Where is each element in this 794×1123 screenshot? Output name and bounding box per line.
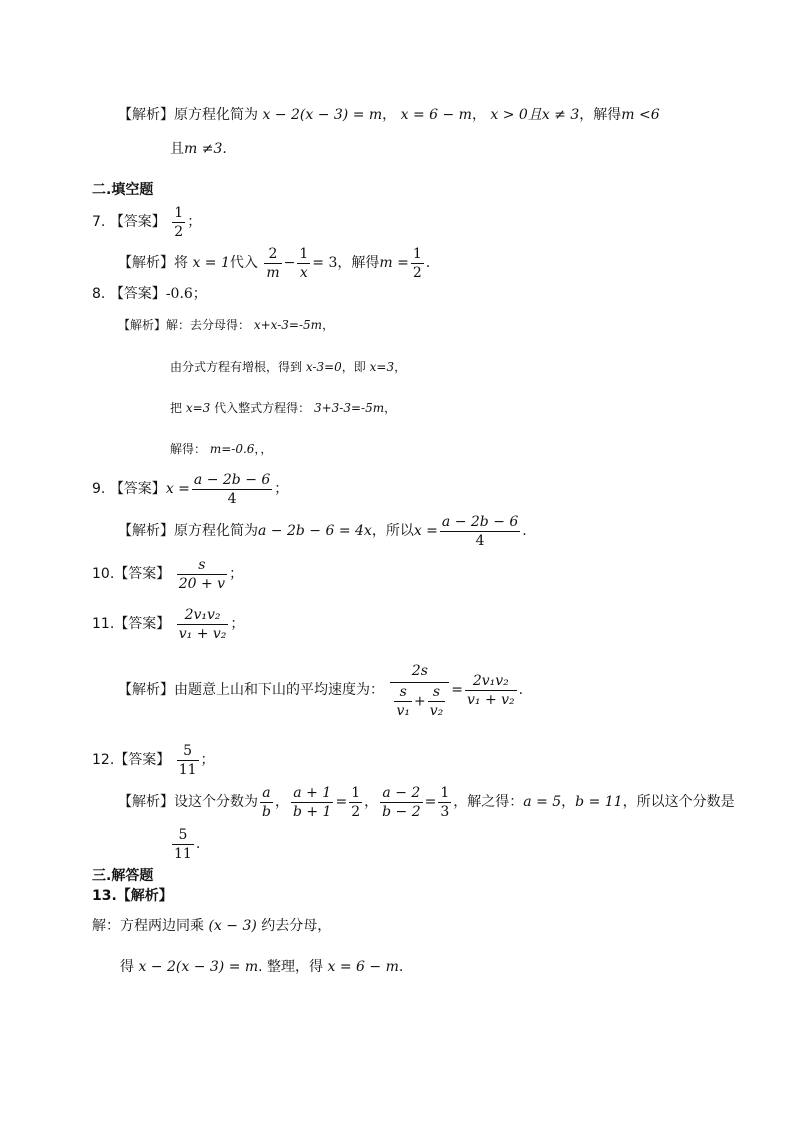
answer-label: 【答案】 <box>114 566 171 582</box>
explanation-label: 【解析】 <box>118 255 174 271</box>
answer-label: 【答案】 <box>109 286 166 302</box>
q13-l2e: . <box>398 959 404 975</box>
q12-res-n: 5 <box>172 826 194 845</box>
q6-line2a: 且 <box>170 141 184 157</box>
q11-answer-fraction <box>177 606 229 643</box>
q8-l4c: ，， <box>254 442 273 456</box>
q8-l3d: 3+3-3=-5m <box>313 401 385 415</box>
q11-ans-den: v₁ + v₂ <box>178 625 227 642</box>
q8-l2d: x=3 <box>369 360 395 374</box>
q8-l1b: x+x-3=-5m <box>253 318 323 332</box>
q12-ans-tail: ； <box>200 752 215 768</box>
q12-t3: ，所以这个分数是 <box>622 794 735 810</box>
q11-s1d: v₁ <box>396 703 410 719</box>
q12-e2: b = 11 <box>575 794 623 810</box>
q9-e2: x = <box>413 523 438 539</box>
q11-ans-num: 2v₁v₂ <box>177 606 229 625</box>
q11-big-den <box>390 683 449 720</box>
answer-label: 【答案】 <box>114 616 171 632</box>
q12-fb-d: b + 1 <box>292 803 332 820</box>
q7-ans-tail: ； <box>187 214 202 230</box>
q7-f1n: 2 <box>264 245 281 264</box>
q9-t1: 原方程化简为 <box>174 523 258 539</box>
q7-f2n: 1 <box>299 245 309 262</box>
q7-frac3 <box>411 245 424 282</box>
section-solve: 三.解答题 <box>92 868 154 884</box>
q6-eq2: x = 6 − m <box>400 107 472 123</box>
q6-sep1: ， <box>382 107 397 123</box>
q6-explanation-line1 <box>118 105 660 125</box>
q9-fraction <box>440 513 520 550</box>
q12-frac-a <box>260 784 273 821</box>
q12-fd-d: b − 2 <box>382 803 421 820</box>
q11-explanation <box>118 660 523 720</box>
q8-l3a: 把 <box>170 401 183 415</box>
q13-header: 13.【解析】 <box>92 888 173 904</box>
explanation-label: 【解析】 <box>118 523 174 539</box>
q12-frac-e <box>438 784 451 821</box>
section-fill-in: 二.填空题 <box>92 182 154 198</box>
q12-number: 12. <box>92 752 115 768</box>
q12-result-fraction <box>172 826 194 863</box>
q8-explanation-line3 <box>170 398 396 418</box>
explanation-label: 【解析】 <box>118 682 174 698</box>
q9-ans-den: 4 <box>227 490 237 507</box>
q9-ans-num: a − 2b − 6 <box>193 471 271 488</box>
q7-answer-fraction <box>172 204 185 241</box>
q7-ans-den: 2 <box>174 223 184 240</box>
q9-f-den: 4 <box>475 532 485 549</box>
q12-t2: ，解之得： <box>453 794 524 810</box>
q7-t3: ，解得 <box>337 255 380 271</box>
q11-rhs-num: 2v₁v₂ <box>465 672 517 691</box>
q7-t2: 代入 <box>229 255 258 271</box>
q7-f1d: m <box>266 264 280 281</box>
q13-l2a: 得 <box>120 959 134 975</box>
q12-t1: 设这个分数为 <box>174 794 258 810</box>
q7-e2: = 3 <box>312 255 338 271</box>
q7-dot: . <box>425 255 431 271</box>
q8-l2a: 由分式方程有增根，得到 <box>170 360 303 374</box>
q7-frac2 <box>297 245 310 282</box>
q7-number: 7. <box>92 214 106 230</box>
q6-sep2: ， <box>471 107 486 123</box>
q12-c3: ， <box>561 794 576 810</box>
q9-t2: ，所以 <box>371 523 414 539</box>
q12-answer-fraction <box>177 742 199 779</box>
q9-explanation <box>118 510 527 552</box>
q11-dot: . <box>518 682 524 698</box>
explanation-label: 【解析】 <box>118 794 174 810</box>
q12-e1: a = 5 <box>523 794 562 810</box>
q13-l2d: x = 6 − m <box>327 959 399 975</box>
q12-fe-d: 3 <box>440 803 450 820</box>
q13-l2b: x − 2(x − 3) = m <box>138 959 259 975</box>
q12-ans-num: 5 <box>177 742 199 761</box>
q12-fe-n: 1 <box>440 784 450 801</box>
q12-eqa: = <box>335 794 348 810</box>
q8-l2b: x-3=0 <box>305 360 342 374</box>
q7-answer <box>92 202 201 242</box>
q11-rhs-fraction <box>465 672 517 709</box>
q11-s2d: v₂ <box>429 703 444 719</box>
q10-answer-fraction <box>177 556 227 593</box>
q9-number: 9. <box>92 481 106 497</box>
q11-plus: + <box>413 693 426 710</box>
q8-explanation-line4 <box>170 439 272 459</box>
q11-t1: 由题意上山和下山的平均速度为： <box>174 682 384 698</box>
q7-e1: x = 1 <box>192 255 230 271</box>
q12-fa-d: b <box>262 803 271 820</box>
q6-text2: ，解得 <box>579 107 622 123</box>
q8-answer-value: -0.6； <box>165 286 207 302</box>
q12-frac-c <box>349 784 362 821</box>
q11-s1-frac <box>394 683 412 720</box>
answer-label: 【答案】 <box>109 481 166 497</box>
q12-c2: ， <box>364 794 379 810</box>
q11-number: 11. <box>92 616 115 632</box>
q7-t1: 将 <box>174 255 188 271</box>
q6-result1: m <6 <box>621 107 660 123</box>
q6-condition: x > 0且x ≠ 3 <box>490 107 580 123</box>
q6-text1: 原方程化简为 <box>174 107 258 123</box>
q10-answer <box>92 554 243 594</box>
q7-ans-num: 1 <box>174 204 184 221</box>
q11-s1n: s <box>394 683 412 702</box>
q10-number: 10. <box>92 566 115 582</box>
q8-l1c: ， <box>322 318 335 332</box>
q11-eq: = <box>451 682 463 698</box>
q12-explanation-line1 <box>118 782 735 822</box>
q9-dot: . <box>522 523 527 539</box>
q12-fd-n: a − 2 <box>380 784 423 803</box>
q7-explanation <box>118 243 430 283</box>
explanation-label: 【解析】 <box>118 318 167 332</box>
q8-l3e: ， <box>384 401 397 415</box>
answer-label: 【答案】 <box>114 752 171 768</box>
q9-answer-fraction <box>192 471 272 508</box>
q12-fc-d: 2 <box>351 803 361 820</box>
q9-ans-tail: ； <box>274 481 289 497</box>
q9-answer <box>92 468 288 510</box>
q7-f2d: x <box>299 264 308 281</box>
explanation-label: 【解析】 <box>118 107 174 123</box>
q8-l1a: 解：去分母得： <box>166 318 251 332</box>
q7-minus: − <box>283 255 296 271</box>
q12-c1: ， <box>274 794 289 810</box>
q10-ans-num: s <box>177 556 227 575</box>
q9-e1: a − 2b − 6 = 4x <box>258 523 372 539</box>
q11-ans-tail: ； <box>230 616 245 632</box>
q11-big-fraction <box>390 660 449 720</box>
q12-fb-n: a + 1 <box>291 784 334 803</box>
q12-answer <box>92 740 215 780</box>
q12-frac-d <box>380 784 423 821</box>
q11-rhs-den: v₁ + v₂ <box>466 691 515 708</box>
q7-frac1 <box>264 245 281 282</box>
q8-explanation-line2 <box>170 357 406 377</box>
q8-l2e: ， <box>394 360 407 374</box>
q6-eq1: x − 2(x − 3) = m <box>262 107 383 123</box>
q11-big-num: 2s <box>390 660 449 683</box>
q11-answer <box>92 604 244 644</box>
q8-number: 8. <box>92 286 106 302</box>
q7-f3n: 1 <box>412 245 422 262</box>
q13-l1a: 解：方程两边同乘 <box>92 918 204 934</box>
q11-s2n: s <box>428 683 446 702</box>
q12-frac-b <box>291 784 334 821</box>
q6-explanation-line2 <box>170 139 227 159</box>
q8-answer <box>92 284 207 304</box>
q8-l3c: 代入整式方程得： <box>214 401 311 415</box>
q10-ans-tail: ； <box>229 566 244 582</box>
answer-label: 【答案】 <box>109 214 166 230</box>
q13-l1c: 约去分母， <box>261 918 332 934</box>
q8-l3b: x=3 <box>185 401 211 415</box>
q12-res-d: 11 <box>174 845 192 862</box>
q12-dot: . <box>195 836 201 852</box>
q12-fc-n: 1 <box>351 784 361 801</box>
q7-e3: m = <box>379 255 409 271</box>
q9-f-num: a − 2b − 6 <box>441 513 519 530</box>
q12-explanation-line2 <box>170 822 200 866</box>
q11-s2-frac <box>428 683 446 720</box>
q13-line1 <box>92 916 331 936</box>
q7-f3d: 2 <box>412 264 422 281</box>
q9-ans-lhs: x = <box>165 481 190 497</box>
q13-l1b: (x − 3) <box>208 918 257 934</box>
q13-l2c: . 整理，得 <box>258 959 324 975</box>
q12-eqb: = <box>424 794 437 810</box>
q12-fa-n: a <box>260 784 273 803</box>
q8-l2c: ，即 <box>341 360 366 374</box>
q8-l4b: m=-0.6 <box>209 442 255 456</box>
q6-result2: m ≠3. <box>184 141 227 157</box>
q8-explanation-line1 <box>118 315 334 335</box>
q8-l4a: 解得： <box>170 442 207 456</box>
q13-line2 <box>120 957 403 977</box>
q12-ans-den: 11 <box>178 761 197 778</box>
q10-ans-den: 20 + v <box>178 575 226 592</box>
